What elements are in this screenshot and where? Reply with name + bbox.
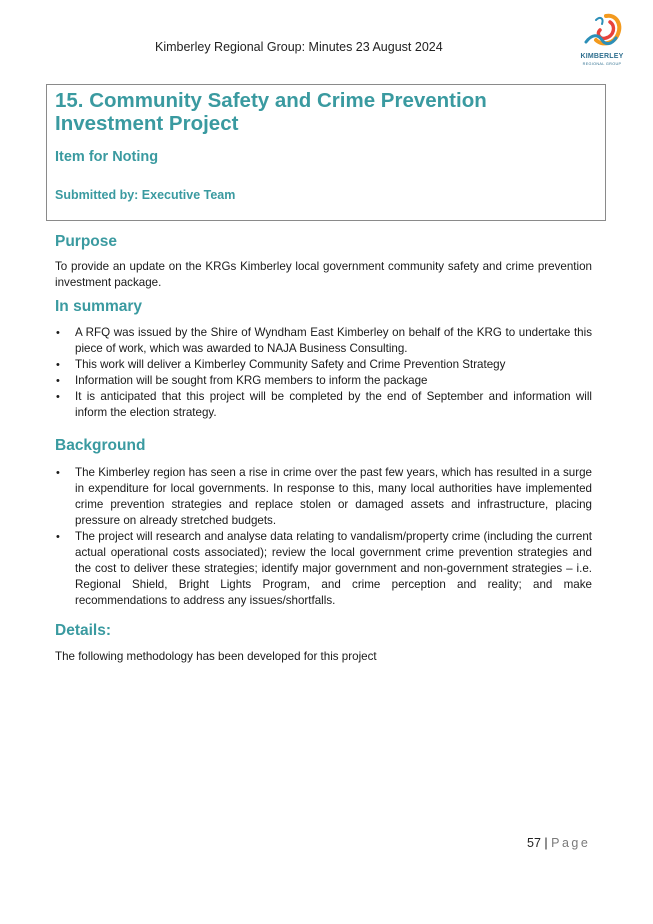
summary-list [55, 325, 592, 421]
kimberley-regional-group-logo [574, 12, 630, 70]
item-title-box [46, 84, 606, 221]
list-item: • It is anticipated that this project will be completed by the end of September and information will inform the election strategy. [55, 389, 592, 421]
logo-swirl-icon [582, 12, 624, 52]
purpose-text: To provide an update on the KRGs Kimberley local government community safety and crime prevention investment package. [55, 260, 592, 289]
list-item: • The Kimberley region has seen a rise in crime over the past few years, which has resulted in a surge in expenditure for local governments. In response to this, many local authorities have implemented crime prevention strategies and replace stolen or damaged assets and infrastructure, placing pressure on already stretched budgets. [55, 465, 592, 529]
logo-word: KIMBERLEY [580, 53, 624, 60]
page-word: Page [551, 836, 591, 850]
page-header-title: Kimberley Regional Group: Minutes 23 August 2024 [155, 40, 443, 54]
page-number: 57 [527, 836, 541, 850]
details-text: The following methodology has been developed for this project [55, 650, 377, 663]
background-list [55, 465, 592, 609]
logo-subtitle: REGIONAL GROUP [582, 62, 622, 66]
item-title: 15. Community Safety and Crime Prevention Investment Project [55, 89, 487, 135]
submitted-by-label: Submitted by: Executive Team [55, 188, 236, 202]
item-type-label: Item for Noting [55, 149, 159, 165]
purpose-heading: Purpose [55, 233, 118, 250]
page-footer [527, 836, 590, 850]
summary-heading: In summary [55, 298, 143, 315]
list-item: • This work will deliver a Kimberley Community Safety and Crime Prevention Strategy [55, 357, 592, 373]
list-item: • The project will research and analyse data relating to vandalism/property crime (including the current actual operational costs associated); review the local government crime prevention strategies and the cost to deliver these strategies; identify major government and non-government strategies – i.e. Regional Shield, Bright Lights Program, and crime perception and reality; and make recommendations to address any issues/shortfalls. [55, 529, 592, 609]
page-separator: | [544, 836, 548, 850]
background-heading: Background [55, 437, 146, 454]
details-heading: Details: [55, 622, 111, 639]
list-item: • A RFQ was issued by the Shire of Wyndham East Kimberley on behalf of the KRG to undertake this piece of work, which was awarded to NAJA Business Consulting. [55, 325, 592, 357]
list-item: • Information will be sought from KRG members to inform the package [55, 373, 592, 389]
